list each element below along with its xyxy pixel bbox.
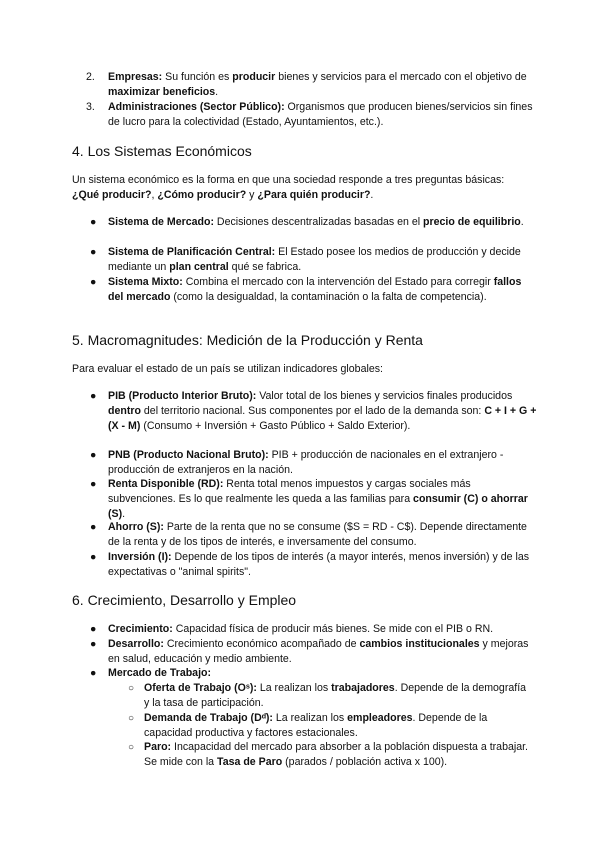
bullet-icon: ● [90,449,97,461]
section-heading-6: 6. Crecimiento, Desarrollo y Empleo [72,592,297,608]
sub-bullet-icon: ○ [128,683,135,694]
bullet-icon: ● [90,478,97,490]
section4-intro: Un sistema económico es la forma en que una sociedad responde a tres preguntas básicas: ¿Qué producir?, ¿Cómo producir? y ¿Para quién producir?. [72,174,505,201]
bullet-icon: ● [90,623,97,635]
list-item-ahorro: Ahorro (S): Parte de la renta que no se consume ($S = RD - C$). Depende directamente de la renta y de los tipos de interés, e inversamente del consumo. [108,521,527,548]
bullet-icon: ● [90,638,97,650]
bullet-icon: ● [90,521,97,533]
section-heading-4: 4. Los Sistemas Económicos [72,143,252,159]
section5-intro: Para evaluar el estado de un país se utilizan indicadores globales: [72,363,383,375]
list-number: 3. [86,101,95,113]
list-item-renta-disponible: Renta Disponible (RD): Renta total menos impuestos y cargas sociales más subvenciones. Es lo que realmente les queda a las familias para consumir (C) o ahorrar (S). [108,478,528,520]
bullet-icon: ● [90,276,97,288]
list-item-desarrollo: Desarrollo: Crecimiento económico acompañado de cambios institucionales y mejoras en salud, educación y medio ambiente. [108,638,529,665]
bullet-icon: ● [90,551,97,563]
list-item-empresas: Empresas: Su función es producir bienes y servicios para el mercado con el objetivo de maximizar beneficios. [108,71,527,98]
list-number: 2. [86,71,95,83]
sublist-item-oferta: Oferta de Trabajo (Oˢ): La realizan los trabajadores. Depende de la demografía y la tasa de participación. [144,682,527,709]
sublist-item-demanda: Demanda de Trabajo (Dᵈ): La realizan los empleadores. Depende de la capacidad productiva y factores estacionales. [144,712,488,739]
bullet-icon: ● [90,390,97,402]
sub-bullet-icon: ○ [128,713,135,724]
bullet-icon: ● [90,667,97,679]
list-item-pnb: PNB (Producto Nacional Bruto): PIB + producción de nacionales en el extranjero - producción de extranjeros en la nación. [108,449,504,476]
list-item-sistema-mercado: Sistema de Mercado: Decisiones descentralizadas basadas en el precio de equilibrio. [108,216,524,228]
sublist-item-paro: Paro: Incapacidad del mercado para absorber a la población dispuesta a trabajar. Se mide con la Tasa de Paro (parados / población activa x 100). [144,741,528,768]
list-item-crecimiento: Crecimiento: Capacidad física de producir más bienes. Se mide con el PIB o RN. [108,623,494,635]
list-item-administraciones: Administraciones (Sector Público): Organismos que producen bienes/servicios sin fines de lucro para la colectividad (Estado, Ayuntamientos, etc.). [108,101,533,128]
sub-bullet-icon: ○ [128,742,135,753]
bullet-icon: ● [90,216,97,228]
list-item-pib: PIB (Producto Interior Bruto): Valor total de los bienes y servicios finales producidos dentro del territorio nacional. Sus componentes por el lado de la demanda son: C + I + G + (X - M) (Consumo + Inversión + Gasto Público + Saldo Exterior). [108,390,537,432]
list-item-planificacion-central: Sistema de Planificación Central: El Estado posee los medios de producción y decide mediante un plan central qué se fabrica. [108,246,521,273]
list-item-mercado-trabajo: Mercado de Trabajo: [108,667,212,679]
bullet-icon: ● [90,246,97,258]
list-item-inversion: Inversión (I): Depende de los tipos de interés (a mayor interés, menos inversión) y de las expectativas o "animal spirits". [108,551,530,578]
section-heading-5: 5. Macromagnitudes: Medición de la Producción y Renta [72,332,423,348]
list-item-sistema-mixto: Sistema Mixto: Combina el mercado con la intervención del Estado para corregir fallos del mercado (como la desigualdad, la contaminación o la falta de competencia). [108,276,522,303]
